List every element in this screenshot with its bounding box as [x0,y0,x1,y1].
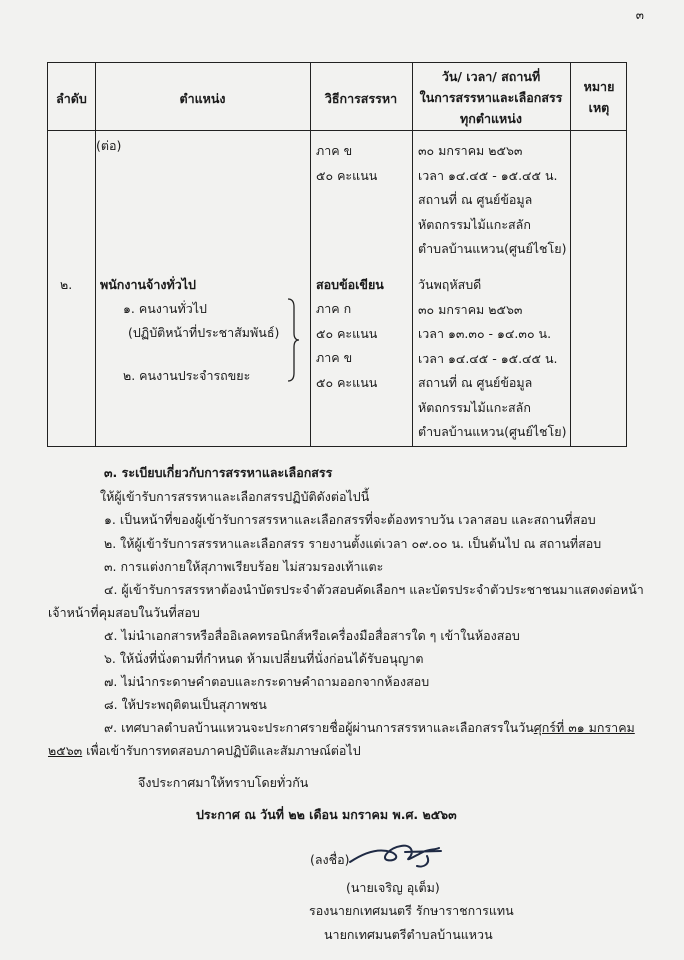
rule-item-1: ๑. เป็นหน้าที่ของผู้เข้ารับการสรรหาและเลือกสรรที่จะต้องทราบวัน เวลาสอบ และสถานที่สอบ [104,512,596,527]
rule-item-5: ๕. ไม่นำเอกสารหรือสื่ออิเลคทรอนิกส์หรือเครื่องมือสื่อสารใด ๆ เข้าในห้องสอบ [104,628,520,643]
continued-method: ภาค ข ๕๐ คะแนน [316,143,378,183]
signer-title-2: นายกเทศมนตรีตำบลบ้านแหวน [324,927,493,942]
section3-heading: ๓. ระเบียบเกี่ยวกับการสรรหาและเลือกสรร [104,465,333,480]
rule-item-3: ๓. การแต่งกายให้สุภาพเรียบร้อย ไม่สวมรองเท้าแตะ [104,559,384,574]
signer-name: (นายเจริญ อุเต็ม) [346,880,440,895]
header-order: ลำดับ [56,91,87,106]
row2-position-item-2: ๒. คนงานประจำรถขยะ [123,368,251,383]
header-position: ตำแหน่ง [179,91,226,106]
rule-item-8: ๘. ให้ประพฤติตนเป็นสุภาพชน [104,697,267,712]
signature-label: (ลงชื่อ) [310,852,350,867]
grouping-brace [286,297,300,383]
header-datetime-place: วัน/ เวลา/ สถานที่ ในการสรรหาและเลือกสรร ทุกตำแหน่ง [419,69,563,126]
announcement-date: ประกาศ ณ วันที่ ๒๒ เดือน มกราคม พ.ศ. ๒๕๖๓ [196,807,457,822]
header-remarks: หมาย เหตุ [583,79,615,115]
rule-item-9-cont: ๒๕๖๓ เพื่อเข้ารับการทดสอบภาคปฏิบัติและสัมภาษณ์ต่อไป [48,743,361,758]
header-method: วิธีการสรรหา [324,91,398,106]
row2-datetime-place: วันพฤหัสบดี ๓๐ มกราคม ๒๕๖๓ เวลา ๑๓.๓๐ - ๑๔.๓๐ น. เวลา ๑๔.๔๕ - ๑๕.๔๕ น. สถานที่ ณ ศูนย์ข้อมูล หัตถกรรมไม้แกะสลัก ตำบลบ้านแหวน(ศูนย์ไชโย) [418,277,567,439]
row2-position-item-1: ๑. คนงานทั่วไป [123,301,207,316]
row2-position-item-1-note: (ปฏิบัติหน้าที่ประชาสัมพันธ์) [128,325,280,340]
schedule-table [47,62,627,447]
rule-item-2: ๒. ให้ผู้เข้ารับการสรรหาและเลือกสรร รายงานตั้งแต่เวลา ๐๙.๐๐ น. เป็นต้นไป ณ สถานที่สอบ [104,536,602,551]
rule-item-6: ๖. ให้นั่งที่นั่งตามที่กำหนด ห้ามเปลี่ยนที่นั่งก่อนได้รับอนุญาต [104,651,424,666]
row2-order: ๒. [60,277,73,292]
row2-method: ภาค ก ๕๐ คะแนน ภาค ข ๕๐ คะแนน [316,301,378,390]
continued-label: (ต่อ) [96,138,122,153]
continued-datetime-place: ๓๐ มกราคม ๒๕๖๓ เวลา ๑๔.๔๕ - ๑๕.๔๕ น. สถานที่ ณ ศูนย์ข้อมูล หัตถกรรมไม้แกะสลัก ตำบลบ้านแหวน(ศูนย์ไชโย) [418,143,567,256]
rule-item-4-cont: เจ้าหน้าที่คุมสอบในวันที่สอบ [48,605,200,620]
rule-item-9: ๙. เทศบาลตำบลบ้านแหวนจะประกาศรายชื่อผู้ผ่านการสรรหาและเลือกสรรในวันศุกร์ที่ ๓๑ มกราคม [104,720,635,735]
handwritten-signature [345,838,445,872]
row2-method-title: สอบข้อเขียน [316,277,384,292]
signer-title-1: รองนายกเทศมนตรี รักษาราชการแทน [309,903,514,918]
rule-item-7: ๗. ไม่นำกระดาษคำตอบและกระดาษคำถามออกจากห้องสอบ [104,674,430,689]
page-number: ๓ [635,8,644,22]
rule-item-4: ๔. ผู้เข้ารับการสรรหาต้องนำบัตรประจำตัวสอบคัดเลือกฯ และบัตรประจำตัวประชาชนมาแสดงต่อหน้า [104,582,644,597]
section3-intro: ให้ผู้เข้ารับการสรรหาและเลือกสรรปฏิบัติดังต่อไปนี้ [100,489,370,504]
announcement-text: จึงประกาศมาให้ทราบโดยทั่วกัน [138,775,309,790]
row2-position-title: พนักงานจ้างทั่วไป [100,277,196,292]
